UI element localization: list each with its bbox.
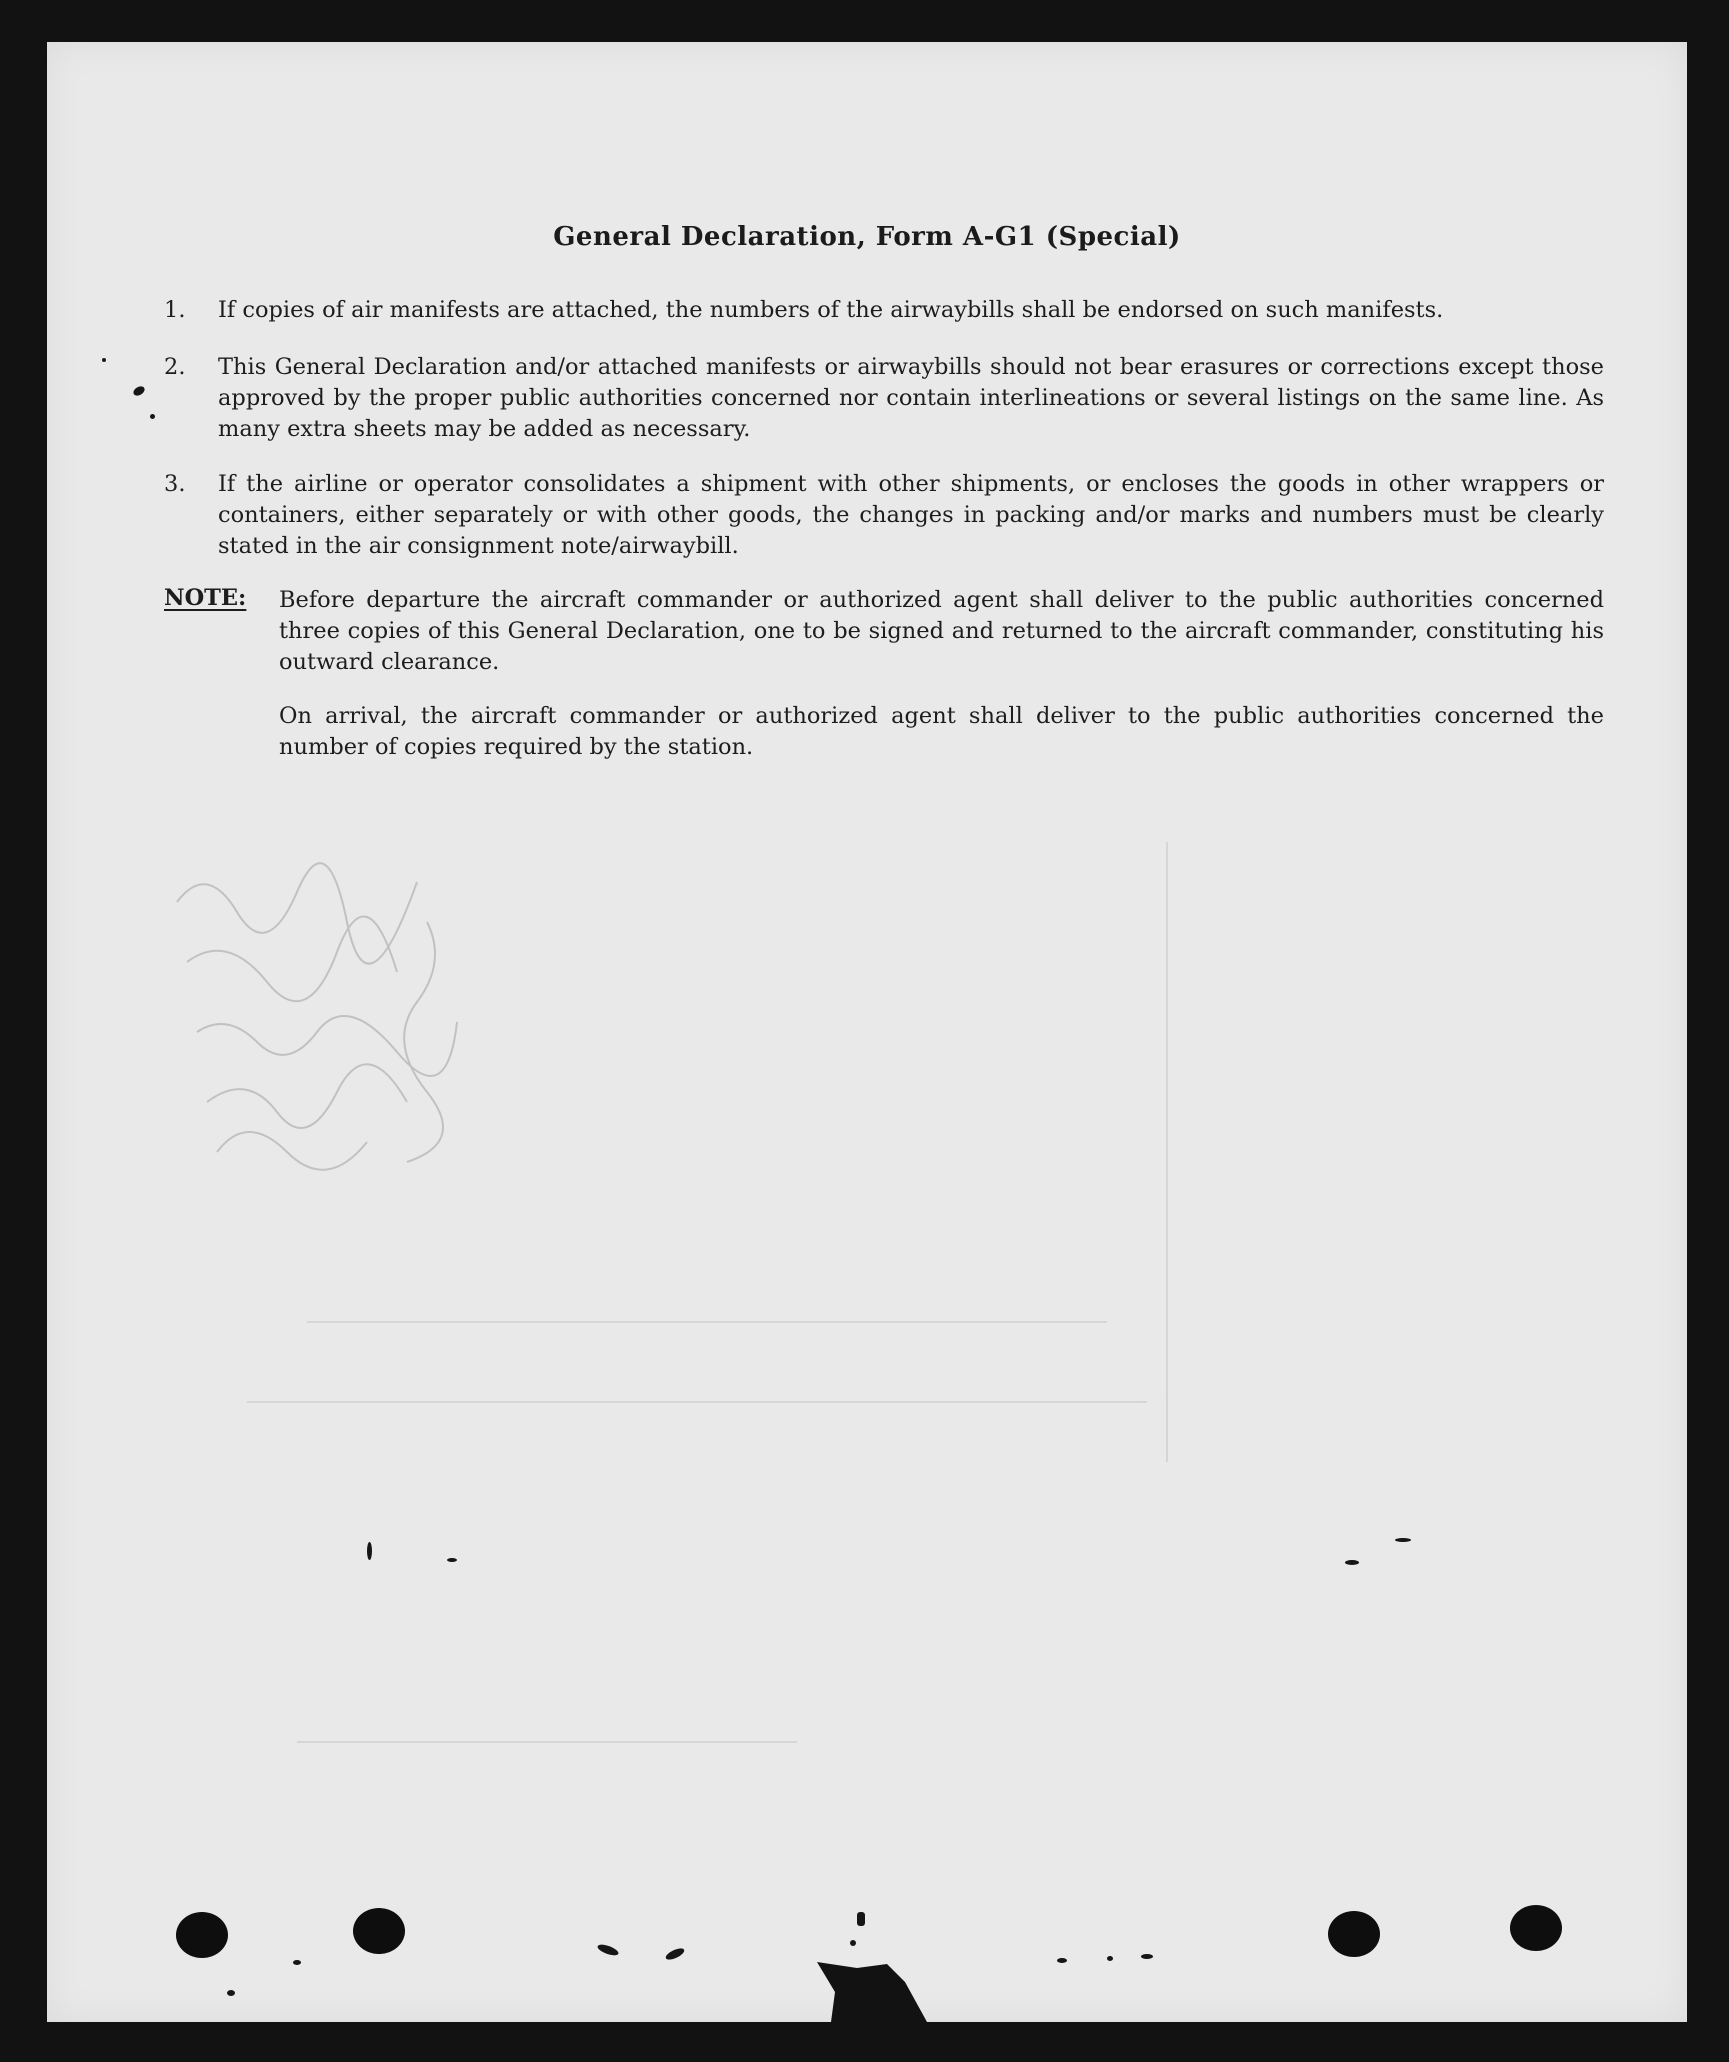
ink-speck — [1395, 1538, 1411, 1542]
item-text: This General Declaration and/or attached manifests or airwaybills should not bear erasures or corrections except those approved by the proper public authorities concerned nor contain interlineations or several listings on the same line. As many extra sheets may be added as necessary. — [218, 354, 1604, 442]
punch-hole — [176, 1912, 228, 1958]
ink-speck — [1345, 1560, 1359, 1565]
torn-edge — [817, 1962, 927, 2022]
ink-speck — [447, 1558, 457, 1562]
ink-speck — [850, 1940, 856, 1946]
item-number: 1. — [164, 297, 186, 323]
ink-speck — [227, 1990, 235, 1996]
ink-speck — [293, 1960, 301, 1965]
note-paragraph: On arrival, the aircraft commander or authorized agent shall deliver to the public authorities concerned the number of copies required by the station. — [279, 703, 1604, 760]
item-number: 2. — [164, 354, 186, 380]
punch-hole — [353, 1908, 405, 1954]
item-text: If the airline or operator consolidates a shipment with other shipments, or encloses the goods in other wrappers or containers, either separately or with other goods, the changes in packing and/or marks and numbers must be clearly stated in the air consignment note/airwaybill. — [218, 471, 1604, 559]
ink-speck — [1057, 1958, 1067, 1963]
ink-speck — [150, 414, 155, 419]
ink-speck — [1141, 1954, 1153, 1959]
ink-speck — [857, 1912, 865, 1926]
item-text: If copies of air manifests are attached, the numbers of the airwaybills shall be endorsed on such manifests. — [218, 297, 1444, 323]
punch-hole — [1510, 1905, 1562, 1951]
ink-speck — [102, 358, 106, 362]
note-label: NOTE: — [164, 585, 247, 611]
bleed-through-marks — [47, 42, 1687, 2022]
note-paragraph: Before departure the aircraft commander or authorized agent shall deliver to the public authorities concerned three copies of this General Declaration, one to be signed and returned to the aircraft commander, constituting his outward clearance. — [279, 587, 1604, 675]
ink-speck — [367, 1542, 372, 1560]
page-title: General Declaration, Form A-G1 (Special) — [553, 222, 1181, 252]
ink-speck — [1107, 1956, 1113, 1961]
document-page — [47, 42, 1687, 2022]
item-number: 3. — [164, 471, 186, 497]
punch-hole — [1328, 1911, 1380, 1957]
